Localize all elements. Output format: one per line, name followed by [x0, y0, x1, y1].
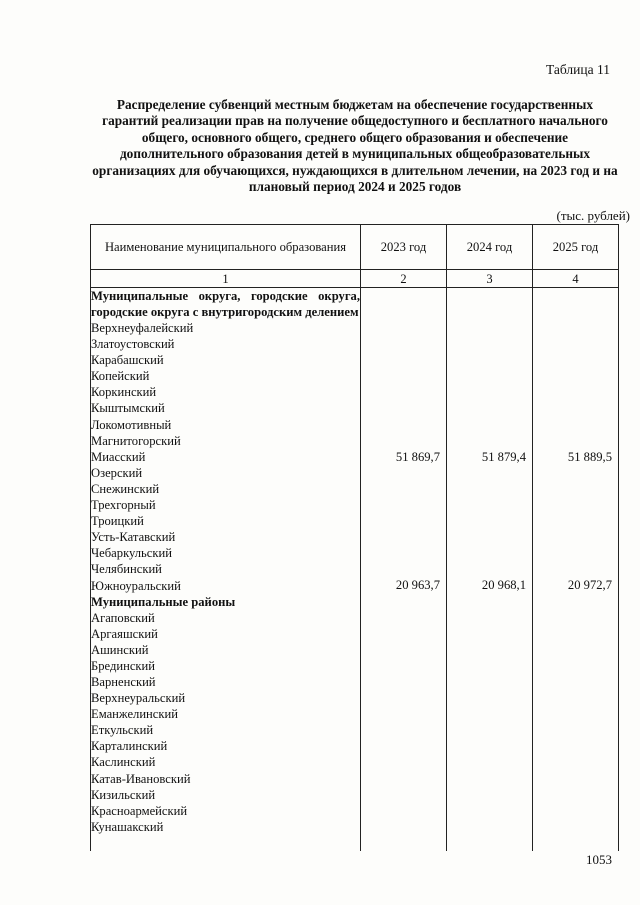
value-2023 [361, 481, 446, 497]
value-2023 [361, 433, 446, 449]
value-2023 [361, 529, 446, 545]
column-header-2025: 2025 год [533, 225, 619, 270]
value-2023 [361, 770, 446, 786]
document-title: Распределение субвенций местным бюджетам на обеспечение государственных гарантий реализации прав на получение общедоступного и бесплатного начального общего, основного общего, среднего общего образования и обеспечение дополнительного образования детей в муниципальных общеобразовательных организациях для обучающихся, нуждающихся в длительном лечении, на 2023 год и на плановый период 2024 и 2025 годов [92, 97, 618, 195]
value-2023 [361, 658, 446, 674]
municipality-name: Озерский [91, 465, 143, 480]
value-2023 [361, 706, 446, 722]
value-2025 [533, 384, 618, 400]
value-2025 [533, 594, 618, 610]
municipality-name-column [91, 288, 361, 851]
value-2024 [447, 368, 532, 384]
value-2024 [447, 497, 532, 513]
group-heading: Муниципальные районы [91, 594, 236, 609]
municipality-name: Верхнеуфалейский [91, 321, 194, 335]
value-2023 [361, 722, 446, 738]
column-number-row [91, 270, 619, 288]
municipality-name: Кунашакский [91, 819, 164, 834]
value-2023 [361, 561, 446, 577]
value-2023 [361, 336, 446, 352]
value-2024 [447, 722, 532, 738]
column-number: 3 [447, 270, 533, 288]
value-2025 [533, 513, 618, 529]
value-2025 [533, 336, 618, 352]
municipality-name: Катав-Ивановский [91, 771, 191, 786]
municipality-name: Снежинский [91, 481, 160, 496]
value-2025 [533, 835, 618, 851]
value-2023: 51 869,7 [395, 449, 440, 464]
municipality-name: Коркинский [91, 385, 157, 400]
municipality-name: Чебаркульский [91, 546, 172, 561]
value-2024 [447, 545, 532, 561]
municipality-name: Кизильский [91, 787, 156, 802]
municipality-name: Миасский [91, 449, 146, 464]
municipality-name: Магнитогорский [91, 433, 181, 448]
group-heading-spacer [447, 610, 532, 626]
value-2025 [533, 561, 618, 577]
municipality-name: Карталинский [91, 739, 168, 754]
municipality-name: Южноуральский [91, 578, 181, 593]
value-2025 [533, 658, 618, 674]
value-2024 [447, 400, 532, 416]
value-2024 [447, 658, 532, 674]
value-2024 [447, 642, 532, 658]
value-2024 [447, 384, 532, 400]
value-2023 [361, 787, 446, 803]
value-2025 [533, 738, 618, 754]
value-2025 [533, 819, 618, 835]
value-2024 [447, 465, 532, 481]
value-2023 [361, 545, 446, 561]
value-2025 [533, 642, 618, 658]
group-heading-spacer [447, 288, 532, 336]
value-2024 [447, 819, 532, 835]
group-heading-spacer [533, 288, 618, 336]
value-2025 [533, 770, 618, 786]
municipality-name: Троицкий [91, 514, 144, 529]
value-2025 [533, 368, 618, 384]
value-2025: 51 889,5 [567, 449, 612, 464]
table-header-row [91, 225, 619, 270]
value-2023 [361, 513, 446, 529]
municipality-name: Трехгорный [91, 498, 156, 513]
municipality-name: Челябинский [91, 562, 162, 577]
value-2023 [361, 465, 446, 481]
value-2024 [447, 706, 532, 722]
municipality-name: Еманжелинский [91, 707, 178, 722]
municipality-name: Аргаяшский [91, 626, 158, 641]
value-2024 [447, 416, 532, 432]
value-2025 [533, 433, 618, 449]
value-2024 [447, 770, 532, 786]
municipality-name: Локомотивный [91, 417, 172, 432]
value-2024 [447, 561, 532, 577]
value-2023 [361, 416, 446, 432]
value-2024 [447, 835, 532, 851]
value-2025 [533, 706, 618, 722]
subsidy-table [90, 224, 619, 851]
value-2023 [361, 626, 446, 642]
value-2025 [533, 803, 618, 819]
value-2023 [361, 754, 446, 770]
value-2023 [361, 642, 446, 658]
municipality-name: Агаповский [91, 610, 155, 625]
value-2024 [447, 803, 532, 819]
column-header-2023: 2023 год [361, 225, 447, 270]
table-label: Таблица 11 [546, 62, 610, 77]
value-2023: 20 963,7 [395, 578, 440, 593]
value-2024 [447, 594, 532, 610]
value-2023 [361, 803, 446, 819]
value-2025: 20 972,7 [567, 578, 612, 593]
municipality-name: Ашинский [91, 642, 149, 657]
value-2023 [361, 497, 446, 513]
table-body-row [91, 288, 619, 851]
values-2023-column [361, 288, 447, 851]
value-2023 [361, 384, 446, 400]
value-2025 [533, 481, 618, 497]
value-2024 [447, 674, 532, 690]
column-number: 4 [533, 270, 619, 288]
value-2025 [533, 754, 618, 770]
value-2024 [447, 336, 532, 352]
value-2024 [447, 481, 532, 497]
municipality-name: Карабашский [91, 353, 164, 368]
group-heading-spacer [533, 610, 618, 626]
value-2024 [447, 787, 532, 803]
municipality-name: Каслинский [91, 755, 156, 770]
units-label: (тыс. рублей) [556, 208, 630, 223]
value-2024 [447, 529, 532, 545]
values-2025-column [533, 288, 619, 851]
value-2023 [361, 819, 446, 835]
value-2025 [533, 465, 618, 481]
value-2023 [361, 674, 446, 690]
value-2025 [533, 722, 618, 738]
value-2025 [533, 690, 618, 706]
value-2025 [533, 787, 618, 803]
municipality-name: Верхнеуральский [91, 691, 186, 706]
value-2023 [361, 738, 446, 754]
value-2024 [447, 754, 532, 770]
municipality-name: Кыштымский [91, 401, 165, 416]
value-2024 [447, 433, 532, 449]
value-2024: 51 879,4 [481, 449, 526, 464]
value-2025 [533, 626, 618, 642]
group-heading: Муниципальные округа, городские округа, городские округа с внутригородским делением [91, 289, 360, 319]
municipality-name: Копейский [91, 369, 150, 384]
municipality-name: Усть-Катавский [91, 530, 176, 545]
municipality-name: Красноармейский [91, 803, 188, 818]
values-2024-column [447, 288, 533, 851]
value-2024: 20 968,1 [481, 578, 526, 593]
column-number: 1 [91, 270, 361, 288]
value-2023 [361, 352, 446, 368]
value-2024 [447, 352, 532, 368]
municipality-name: Златоустовский [91, 337, 175, 352]
value-2025 [533, 674, 618, 690]
municipality-name: Брединский [91, 658, 156, 673]
value-2025 [533, 497, 618, 513]
column-number: 2 [361, 270, 447, 288]
value-2024 [447, 626, 532, 642]
value-2023 [361, 368, 446, 384]
page-number: 1053 [586, 852, 612, 867]
value-2025 [533, 352, 618, 368]
value-2025 [533, 529, 618, 545]
municipality-name: Варненский [91, 674, 156, 689]
group-heading-spacer [361, 288, 446, 336]
value-2023 [361, 690, 446, 706]
value-2025 [533, 416, 618, 432]
municipality-name: Еткульский [91, 723, 154, 738]
value-2024 [447, 690, 532, 706]
column-header-2024: 2024 год [447, 225, 533, 270]
value-2025 [533, 400, 618, 416]
group-heading-spacer [361, 610, 446, 626]
value-2024 [447, 513, 532, 529]
column-header-name: Наименование муниципального образования [91, 225, 361, 270]
value-2023 [361, 594, 446, 610]
value-2024 [447, 738, 532, 754]
value-2023 [361, 835, 446, 851]
value-2025 [533, 545, 618, 561]
value-2023 [361, 400, 446, 416]
